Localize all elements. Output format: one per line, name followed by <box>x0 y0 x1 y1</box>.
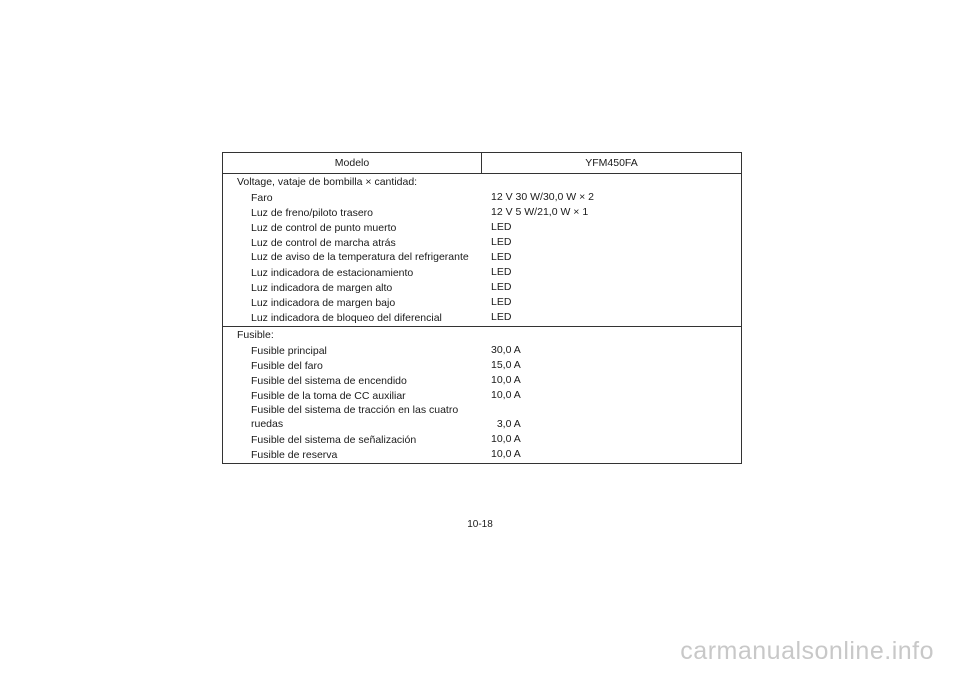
row-label: Fusible de reserva <box>251 449 338 461</box>
row-label: Luz de control de punto muerto <box>251 222 397 234</box>
table-row <box>223 279 741 294</box>
row-label: Luz de freno/piloto trasero <box>251 207 373 219</box>
row-value: 10,0 A <box>491 389 521 401</box>
row-label: Fusible del sistema de encendido <box>251 375 407 387</box>
table-header <box>223 153 741 174</box>
row-value: LED <box>491 266 512 278</box>
row-label: Luz indicadora de estacionamiento <box>251 267 414 279</box>
row-label: Faro <box>251 192 273 204</box>
row-label: Luz de control de marcha atrás <box>251 237 396 249</box>
row-label: Luz indicadora de bloqueo del diferencial <box>251 312 442 324</box>
watermark: carmanualsonline.info <box>680 637 934 665</box>
row-value: 15,0 A <box>491 359 521 371</box>
row-value: 12 V 30 W/30,0 W × 2 <box>491 191 595 203</box>
row-value: 12 V 5 W/21,0 W × 1 <box>491 206 589 218</box>
header-model-label: Modelo <box>223 153 482 173</box>
header-model-value: YFM450FA <box>585 157 638 169</box>
row-value: 30,0 A <box>491 344 521 356</box>
page-number: 10-18 <box>467 519 493 530</box>
row-label: Fusible de la toma de CC auxiliar <box>251 390 406 402</box>
table-row <box>223 234 741 249</box>
row-label: Fusible del faro <box>251 360 323 372</box>
table-row <box>223 342 741 357</box>
table-row <box>223 219 741 234</box>
table-row <box>223 431 741 446</box>
table-row <box>223 372 741 387</box>
section-fuses <box>223 326 741 463</box>
row-value: 10,0 A <box>491 433 521 445</box>
table-row <box>223 189 741 204</box>
row-value: 3,0 A <box>491 418 521 430</box>
row-value: LED <box>491 221 512 233</box>
section-title: Voltage, vataje de bombilla × cantidad: <box>237 176 418 188</box>
table-row <box>223 294 741 309</box>
section-title: Fusible: <box>237 329 274 341</box>
table-row <box>223 249 741 264</box>
table-row <box>223 387 741 402</box>
row-value: 10,0 A <box>491 448 521 460</box>
row-value: LED <box>491 311 512 323</box>
row-value: LED <box>491 251 512 263</box>
row-label: Luz indicadora de margen bajo <box>251 297 396 309</box>
table-row <box>223 264 741 279</box>
row-label: Luz indicadora de margen alto <box>251 282 393 294</box>
table-row <box>223 357 741 372</box>
spec-table <box>222 152 742 464</box>
row-label: Fusible del sistema de tracción en las cuatro ruedas <box>251 404 459 430</box>
row-label: Fusible principal <box>251 345 327 357</box>
row-value: LED <box>491 296 512 308</box>
row-value: 10,0 A <box>491 374 521 386</box>
table-row <box>223 402 741 431</box>
row-value: LED <box>491 281 512 293</box>
section-bulbs <box>223 174 741 326</box>
table-row <box>223 446 741 461</box>
row-label: Luz de aviso de la temperatura del refrigerante <box>251 251 469 263</box>
table-row <box>223 309 741 324</box>
row-value: LED <box>491 236 512 248</box>
row-label: Fusible del sistema de señalización <box>251 434 417 446</box>
table-row <box>223 204 741 219</box>
